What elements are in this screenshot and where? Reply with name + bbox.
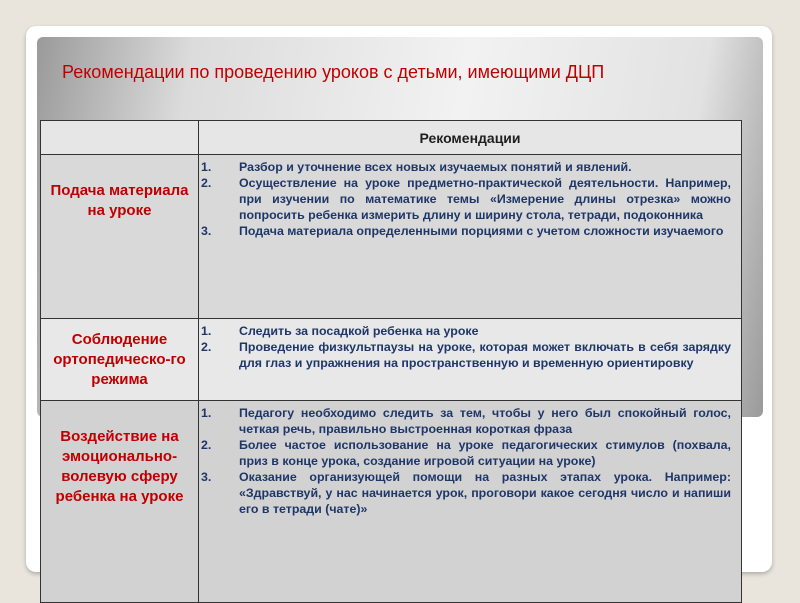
table-header-row: [41, 121, 742, 155]
recommendations-table: [40, 120, 742, 603]
row-area: Соблюдение ортопедическо-го режима: [41, 319, 199, 401]
row-items: [199, 319, 742, 401]
row-items: [199, 401, 742, 603]
slide-title: Рекомендации по проведению уроков с детьми, имеющими ДЦП: [62, 62, 605, 82]
list-item: 3. Подача материала определенными порциями с учетом сложности изучаемого: [201, 224, 724, 238]
list-item: 1. Следить за посадкой ребенка на уроке: [201, 324, 479, 338]
row-area: Воздействие на эмоционально-волевую сферу ребенка на уроке: [41, 401, 199, 603]
row-area: Подача материала на уроке: [41, 155, 199, 319]
list-item: 1. Педагогу необходимо следить за тем, чтобы у него был спокойный голос, четкая речь, правильно выстроенная короткая фраза: [201, 406, 731, 436]
list-item: 3. Оказание организующей помощи на разных этапах урока. Например: «Здравствуй, у нас начинается урок, проговори какое сегодня число и напиши его в тетради (чате)»: [201, 470, 731, 516]
list-item: 2. Осуществление на уроке предметно-практической деятельности. Например, при изучении по математике темы «Измерение длины отрезка» можно попросить ребенка измерить длину и ширину стола, тетради, подоконника: [201, 176, 731, 222]
row-items: [199, 155, 742, 319]
table-row: [41, 401, 742, 603]
header-cell-area: [41, 121, 199, 155]
list-item: 1. Разбор и уточнение всех новых изучаемых понятий и явлений.: [201, 160, 632, 174]
header-cell-recommendations: Рекомендации: [199, 121, 742, 155]
table-row: [41, 319, 742, 401]
list-item: 2. Более частое использование на уроке педагогических стимулов (похвала, приз в конце урока, создание игровой ситуации на уроке): [201, 438, 731, 468]
list-item: 2. Проведение физкультпаузы на уроке, которая может включать в себя зарядку для глаз и упражнения на пространственную и временную ориентировку: [201, 340, 731, 370]
table-row: [41, 155, 742, 319]
